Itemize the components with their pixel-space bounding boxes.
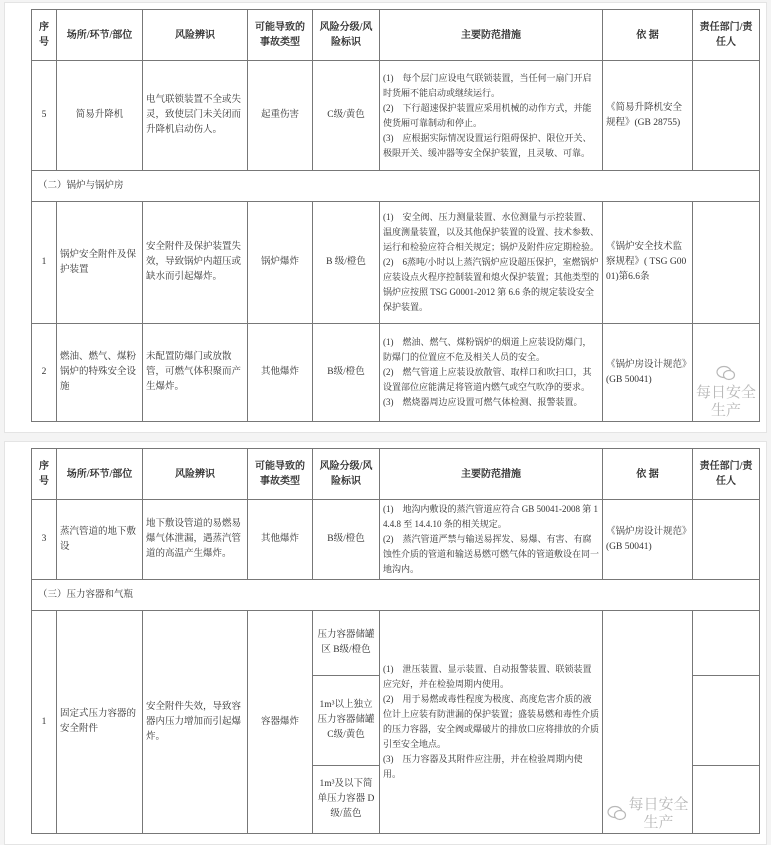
table-row [32,324,760,422]
owner-cell [693,324,760,422]
risk-cell: 地下敷设管道的易燃易爆气体泄漏，遇蒸汽管道的高温产生爆炸。 [143,500,248,580]
wechat-icon [716,365,736,381]
header-cell: 责任部门/责任人 [693,449,760,500]
basis-cell: 《锅炉房设计规范》(GB 50041) [603,500,693,580]
measure-item: (2) 下行超速保护装置应采用机械的动作方式，并能使货厢可靠制动和停止。 [383,102,592,128]
header-cell: 序号 [32,449,57,500]
table-row [32,611,760,676]
section-title: （二）锅炉与锅炉房 [32,171,760,202]
level-cell: 1m³及以下简单压力容器 D级/蓝色 [313,766,380,834]
measure-item: (2) 蒸汽管道严禁与输送易挥发、易爆、有害、有腐蚀性介质的管道和输送易燃可燃气体的管道敷设在同一地沟内。 [383,534,600,574]
row-number: 1 [32,611,57,834]
accident-cell: 其他爆炸 [248,500,313,580]
row-number: 3 [32,500,57,580]
section-row [32,171,760,202]
header-cell: 风险辨识 [143,10,248,61]
risk-table-1 [31,9,760,422]
table-page-1 [4,2,767,433]
measure-item: (1) 安全阀、压力测量装置、水位测量与示控装置、温度测量装置，以及其他保护装置的设置、技术参数、运行和检验应符合相关规定；锅炉及附件应定期检验。 [383,212,600,252]
accident-cell: 起重伤害 [248,61,313,171]
header-cell: 风险分级/风险标识 [313,10,380,61]
risk-cell: 电气联锁装置不全或失灵，致使层门未关闭而升降机启动伤人。 [143,61,248,171]
header-row [32,10,760,61]
place-cell: 燃油、燃气、煤粉锅炉的特殊安全设施 [57,324,143,422]
row-number: 5 [32,61,57,171]
measure-item: (2) 6蒸吨/小时以上蒸汽锅炉应设超压保护，室燃锅炉应装设点火程序控制装置和熄火保护装置；其他类型的锅炉应按照 TSG G0001-2012 第 6.6 条的规定装设安全保护装置。 [383,257,600,312]
header-cell: 依 据 [603,10,693,61]
level-cell: B 级/橙色 [313,202,380,324]
measure-item: (3) 压力容器及其附件应注册，并在检验周期内使用。 [383,754,583,779]
watermark [606,795,689,831]
table-row [32,500,760,580]
header-cell: 责任部门/责任人 [693,10,760,61]
header-cell: 可能导致的事故类型 [248,10,313,61]
header-cell: 序号 [32,10,57,61]
basis-cell: 《锅炉房设计规范》(GB 50041) [603,324,693,422]
risk-cell: 安全附件及保护装置失效，导致锅炉内超压或缺水而引起爆炸。 [143,202,248,324]
place-cell: 固定式压力容器的安全附件 [57,611,143,834]
watermark-text: 每日安全生产 [628,795,689,831]
risk-cell: 未配置防爆门或放散管，可燃气体积聚而产生爆炸。 [143,324,248,422]
place-cell: 简易升降机 [57,61,143,171]
measure-item: (3) 燃烧器周边应设置可燃气体检测、报警装置。 [383,397,583,407]
owner-cell [693,61,760,171]
accident-cell: 其他爆炸 [248,324,313,422]
header-cell: 主要防范措施 [380,449,603,500]
accident-cell: 容器爆炸 [248,611,313,834]
measure-item: (1) 每个层门应设电气联锁装置，当任何一扇门开启时货厢不能启动或继续运行。 [383,72,592,98]
row-number: 1 [32,202,57,324]
owner-cell [693,202,760,324]
basis-cell: 《简易升降机安全规程》(GB 28755) [603,61,693,171]
place-cell: 锅炉安全附件及保护装置 [57,202,143,324]
measure-item: (1) 燃油、燃气、煤粉锅炉的烟道上应装设防爆门，防爆门的位置应不危及相关人员的安全。 [383,337,592,362]
section-row [32,580,760,611]
level-cell: B级/橙色 [313,324,380,422]
basis-cell [603,611,693,834]
header-row [32,449,760,500]
risk-cell: 安全附件失效，导致容器内压力增加而引起爆炸。 [143,611,248,834]
place-cell: 蒸汽管道的地下敷设 [57,500,143,580]
level-cell: B级/橙色 [313,500,380,580]
measures-cell [380,500,603,580]
table-row [32,202,760,324]
measure-item: (2) 燃气管道上应装设放散管、取样口和吹扫口，其设置部位应能满足将管道内燃气或空气吹净的要求。 [383,367,592,392]
header-cell: 场所/环节/部位 [57,449,143,500]
measure-item: (1) 地沟内敷设的蒸汽管道应符合 GB 50041-2008 第 14.4.8 至 14.4.10 条的相关规定。 [383,504,598,529]
owner-cell [693,500,760,580]
header-cell: 依 据 [603,449,693,500]
measure-item: (3) 应根据实际情况设置运行阻碍保护、限位开关、极限开关、缓冲器等安全保护装置，且灵敏、可靠。 [383,132,592,158]
measures-cell [380,611,603,834]
owner-cell [693,766,760,834]
measure-item: (2) 用于易燃或毒性程度为极度、高度危害介质的液位计上应装有防泄漏的保护装置；盛装易燃和毒性介质的压力容器，安全阀或爆破片的排放口应将排放的介质引至安全地点。 [383,694,600,749]
header-cell: 主要防范措施 [380,10,603,61]
owner-cell [693,676,760,766]
level-cell: 1m³以上独立压力容器储罐 C级/黄色 [313,676,380,766]
basis-cell: 《锅炉安全技术监察规程》( TSG G0001)第6.6条 [603,202,693,324]
header-cell: 风险辨识 [143,449,248,500]
header-cell: 场所/环节/部位 [57,10,143,61]
section-title: （三）压力容器和气瓶 [32,580,760,611]
owner-cell [693,611,760,676]
header-cell: 风险分级/风险标识 [313,449,380,500]
measures-cell [380,202,603,324]
measures-cell [380,324,603,422]
risk-table-2 [31,448,760,834]
row-number: 2 [32,324,57,422]
table-row [32,61,760,171]
table-page-2 [4,441,767,845]
watermark-text: 每日安全生产 [696,383,757,419]
level-cell: C级/黄色 [313,61,380,171]
level-cell: 压力容器储罐区 B级/橙色 [313,611,380,676]
header-cell: 可能导致的事故类型 [248,449,313,500]
wechat-icon [607,805,627,821]
accident-cell: 锅炉爆炸 [248,202,313,324]
measures-cell [380,61,603,171]
measure-item: (1) 泄压装置、显示装置、自动报警装置、联锁装置应完好，并在检验周期内使用。 [383,664,592,689]
watermark [696,365,756,419]
